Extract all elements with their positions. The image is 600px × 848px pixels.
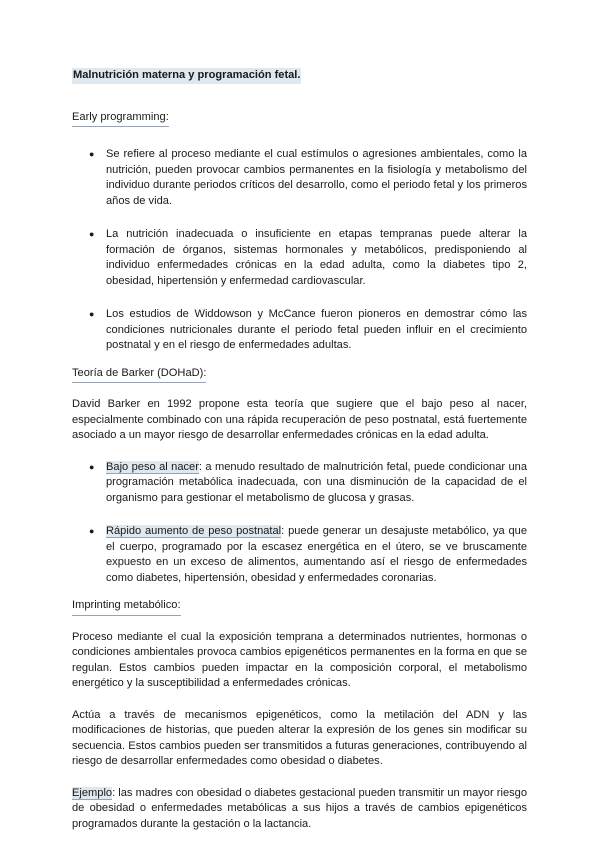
section-heading-barker: Teoría de Barker (DOHaD): xyxy=(72,366,206,384)
list-item-text: : puede generar un desajuste metabólico, ya que el cuerpo, programado por la escasez energética en el útero, se ve bruscamente expuesto en un exceso de alimentos, aumentando así el riesgo de enfermedades como diabetes, hipertensión, obesidad y enfermedades coronarias. xyxy=(106,525,528,584)
term-low-birth-weight: Bajo peso al nacer xyxy=(106,460,199,473)
example-paragraph xyxy=(72,786,527,833)
example-text: : las madres con obesidad o diabetes gestacional pueden transmitir un mayor riesgo de obesidad o enfermedades metabólicas a sus hijos a través de cambios epigenéticos programados durante la gestación o la lactancia. xyxy=(72,786,527,830)
list-item-text: Se refiere al proceso mediante el cual estímulos o agresiones ambientales, como la nutrición, pueden provocar cambios permanentes en la fisiología y metabolismo del individuo durante periodos críticos del desarrollo, como el periodo fetal y los primeros años de vida. xyxy=(106,148,527,207)
list-item-text: La nutrición inadecuada o insuficiente en etapas tempranas puede alterar la formación de órganos, sistemas hormonales y metabólicos, predisponiendo al individuo enfermedades crónicas en la edad adulta, como la diabetes tipo 2, obesidad, hipertensión y enfermedad cardiovascular. xyxy=(106,228,527,287)
list-item xyxy=(89,460,527,507)
bullet-icon: ● xyxy=(89,149,95,159)
bullet-icon: ● xyxy=(89,229,95,239)
document-title: Malnutrición materna y programación fetal. xyxy=(72,68,301,84)
imprinting-paragraph-2: Actúa a través de mecanismos epigenéticos, como la metilación del ADN y las modificaciones de historias, que pueden alterar la expresión de los genes sin modificar su secuencia. Estos cambios pueden ser transmitidos a futuras generaciones, contribuyendo al riesgo de desarrollar enfermedades como obesidad o diabetes. xyxy=(72,708,527,767)
barker-list xyxy=(72,460,527,587)
early-programming-list xyxy=(72,147,527,354)
bullet-icon: ● xyxy=(89,309,95,319)
list-item xyxy=(89,307,527,354)
list-item xyxy=(89,147,527,209)
list-item-text: Los estudios de Widdowson y McCance fueron pioneros en demostrar cómo las condiciones nutricionales durante el periodo fetal pueden influir en el crecimiento postnatal y en el riesgo de enfermedades adultas. xyxy=(106,308,527,351)
list-item xyxy=(89,227,527,289)
term-example: Ejemplo xyxy=(72,786,113,799)
document-body xyxy=(72,68,527,848)
bullet-icon: ● xyxy=(89,461,95,472)
list-item xyxy=(89,524,528,586)
term-rapid-weight-gain: Rápido aumento de peso postnatal xyxy=(106,525,282,537)
bullet-icon: ● xyxy=(89,526,95,536)
section-heading-early-programming: Early programming: xyxy=(72,110,169,128)
imprinting-paragraph-1: Proceso mediante el cual la exposición temprana a determinados nutrientes, hormonas o condiciones ambientales provoca cambios epigenéticos permanentes en la forma en que se regulan. Estos cambios pueden impactar en la composición corporal, el metabolismo energético y la susceptibilidad a enfermedades crónicas. xyxy=(72,630,527,689)
section-heading-imprinting: Imprinting metabólico: xyxy=(72,598,181,616)
list-item-text: : a menudo resultado de malnutrición fetal, puede condicionar una programación metabólica inadecuada, con una disminución de la capacidad de el organismo para gestionar el metabolismo de glucosa y grasas. xyxy=(106,460,527,504)
barker-paragraph: David Barker en 1992 propone esta teoría que sugiere que el bajo peso al nacer, especialmente combinado con una rápida recuperación de peso postnatal, está fuertemente asociado a un mayor riesgo de desarrollar enfermedades crónicas en la edad adulta. xyxy=(72,398,527,441)
